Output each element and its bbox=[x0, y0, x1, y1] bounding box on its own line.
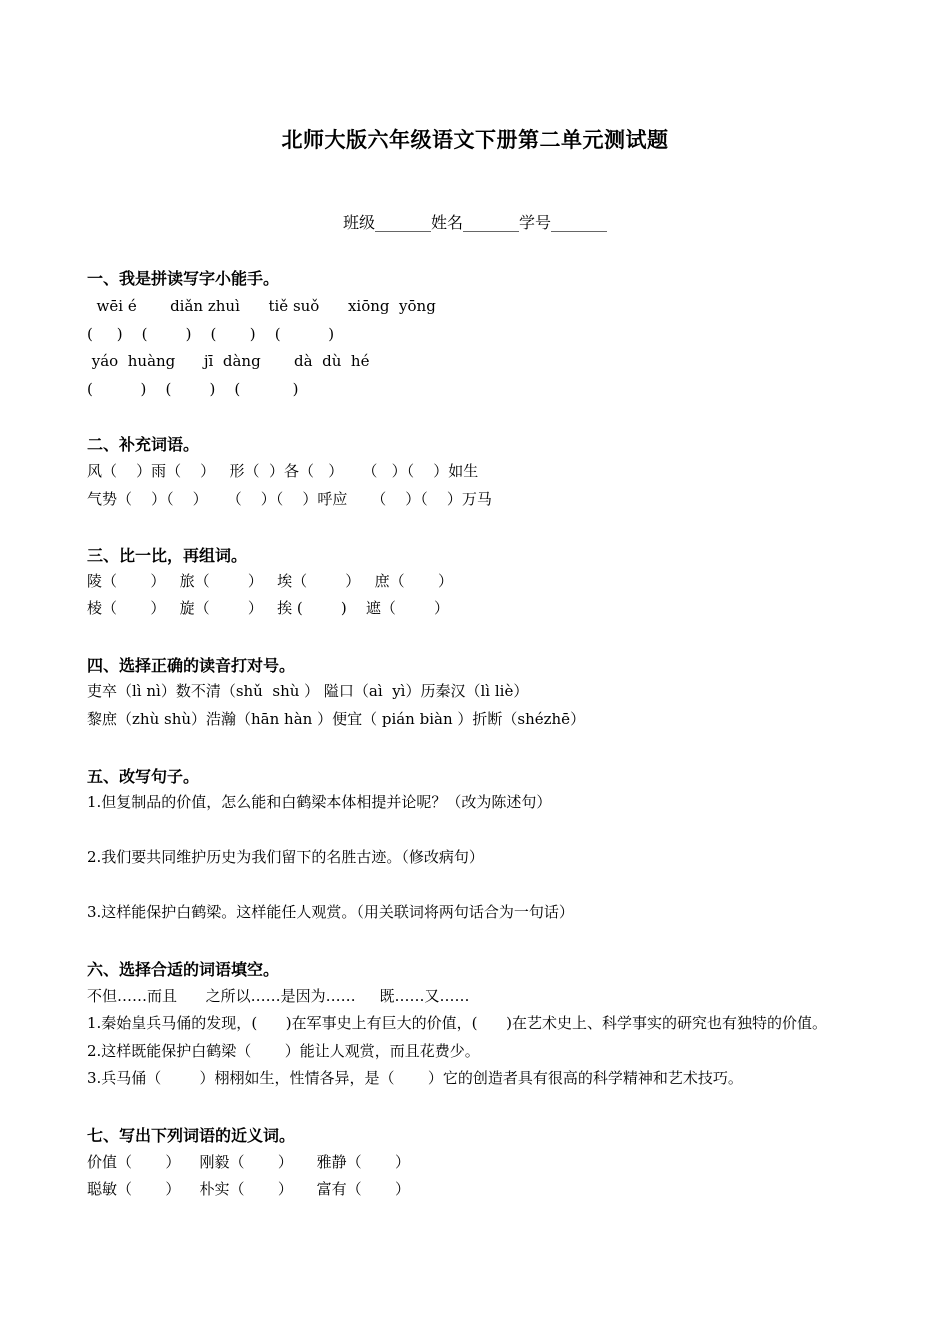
section-6-question-3: 3.兵马俑（ ）栩栩如生，性情各异，是（ ）它的创造者具有很高的科学精神和艺术技巧。 bbox=[87, 1069, 743, 1087]
section-1-pinyin-row-2: yáo huàng jī dàng dà dù hé bbox=[87, 352, 370, 370]
section-7-heading: 七、写出下列词语的近义词。 bbox=[87, 1126, 296, 1145]
section-1-blank-row-2: ( ) ( ) ( ) bbox=[87, 380, 299, 398]
section-4-heading: 四、选择正确的读音打对号。 bbox=[87, 656, 296, 675]
section-3-line-1: 陵（ ） 旅（ ） 埃（ ） 庶（ ） bbox=[87, 572, 453, 590]
section-7-line-2: 聪敏（ ） 朴实（ ） 富有（ ） bbox=[87, 1180, 411, 1198]
section-6-heading: 六、选择合适的词语填空。 bbox=[87, 960, 280, 979]
section-3-line-2: 棱（ ） 旋（ ） 挨 ( ) 遮（ ） bbox=[87, 599, 449, 617]
section-7-line-1: 价值（ ） 刚毅（ ） 雅静（ ） bbox=[87, 1153, 411, 1171]
student-info-line: 班级_______姓名_______学号_______ bbox=[342, 213, 607, 232]
section-2-line-1: 风（ ）雨（ ） 形（ ）各（ ） （ ）（ ）如生 bbox=[87, 462, 479, 480]
section-5-heading: 五、改写句子。 bbox=[87, 767, 200, 786]
section-6-options: 不但……而且 之所以……是因为…… 既……又…… bbox=[87, 987, 470, 1005]
section-4-line-1: 吏卒（lì nì）数不清（shǔ shù ） 隘口（aì yì）历秦汉（lì liè） bbox=[87, 682, 529, 700]
section-5-question-2: 2.我们要共同维护历史为我们留下的名胜古迹。（修改病句） bbox=[87, 848, 484, 866]
section-1-heading: 一、我是拼读写字小能手。 bbox=[87, 269, 280, 288]
section-3-heading: 三、比一比，再组词。 bbox=[87, 546, 248, 565]
section-6-question-1: 1.秦始皇兵马俑的发现，( )在军事史上有巨大的价值，( )在艺术史上、科学事实的研究也有独特的价值。 bbox=[87, 1014, 827, 1032]
section-1-pinyin-row-1: wēi é diǎn zhuì tiě suǒ xiōng yōng bbox=[87, 297, 436, 315]
page-title: 北师大版六年级语文下册第二单元测试题 bbox=[281, 128, 669, 152]
section-6-question-2: 2.这样既能保护白鹤梁（ ）能让人观赏，而且花费少。 bbox=[87, 1042, 480, 1060]
section-5-question-1: 1.但复制品的价值，怎么能和白鹤梁本体相提并论呢？（改为陈述句） bbox=[87, 793, 552, 811]
section-5-question-3: 3.这样能保护白鹤梁。这样能任人观赏。（用关联词将两句话合为一句话） bbox=[87, 903, 574, 921]
section-2-line-2: 气势（ ）（ ） （ ）（ ）呼应 （ ）（ ）万马 bbox=[87, 490, 492, 508]
section-1-blank-row-1: ( ) ( ) ( ) ( ) bbox=[87, 325, 335, 343]
section-4-line-2: 黎庶（zhù shù）浩瀚（hān hàn ）便宜（ pián biàn ）折断（shézhē） bbox=[87, 710, 586, 728]
section-2-heading: 二、补充词语。 bbox=[87, 435, 200, 454]
